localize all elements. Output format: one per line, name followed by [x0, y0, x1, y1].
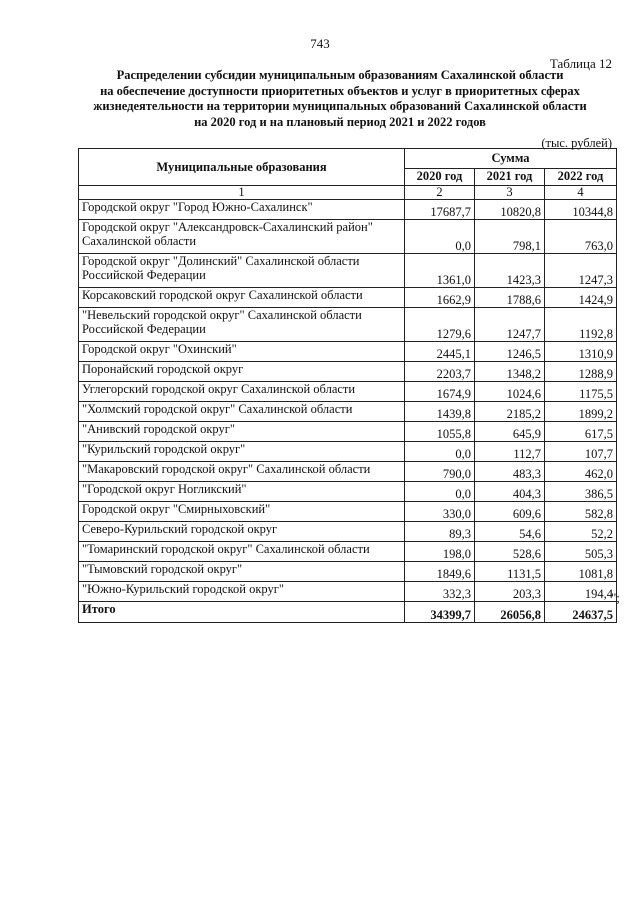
value-2020: 1361,0 — [405, 254, 475, 288]
value-2022: 1247,3 — [545, 254, 617, 288]
document-title — [80, 68, 600, 130]
value-2022: 52,2 — [545, 522, 617, 542]
value-2022: 1192,8 — [545, 308, 617, 342]
table-row — [79, 402, 617, 422]
value-2020: 1439,8 — [405, 402, 475, 422]
value-2020: 1279,6 — [405, 308, 475, 342]
municipality-name: "Холмский городской округ" Сахалинской области — [79, 402, 405, 422]
column-number: 1 — [79, 186, 405, 200]
table-row — [79, 308, 617, 342]
municipality-name: Корсаковский городской округ Сахалинской области — [79, 288, 405, 308]
value-2022: 10344,8 — [545, 200, 617, 220]
municipality-name: Городской округ "Долинский" Сахалинской области Российской Федерации — [79, 254, 405, 288]
table-row — [79, 442, 617, 462]
value-2021: 483,3 — [475, 462, 545, 482]
value-2022: 386,5 — [545, 482, 617, 502]
table-row — [79, 422, 617, 442]
total-2022: 24637,5 — [545, 602, 617, 623]
units-label: (тыс. рублей) — [541, 136, 612, 150]
value-2020: 0,0 — [405, 442, 475, 462]
value-2022: 1081,8 — [545, 562, 617, 582]
value-2020: 1849,6 — [405, 562, 475, 582]
column-number: 4 — [545, 186, 617, 200]
title-line: жизнедеятельности на территории муниципальных образований Сахалинской области — [93, 99, 587, 113]
value-2021: 1024,6 — [475, 382, 545, 402]
value-2021: 112,7 — [475, 442, 545, 462]
table-row — [79, 288, 617, 308]
header-municipal: Муниципальные образования — [79, 149, 405, 186]
total-row — [79, 602, 617, 623]
value-2022: 1899,2 — [545, 402, 617, 422]
municipality-name: Городской округ "Александровск-Сахалинский район" Сахалинской области — [79, 220, 405, 254]
value-2021: 1131,5 — [475, 562, 545, 582]
table-row — [79, 342, 617, 362]
value-2020: 0,0 — [405, 220, 475, 254]
value-2021: 10820,8 — [475, 200, 545, 220]
municipality-name: "Городской округ Ногликский" — [79, 482, 405, 502]
value-2021: 203,3 — [475, 582, 545, 602]
title-line: на 2020 год и на плановый период 2021 и 2022 годов — [194, 114, 486, 129]
value-2021: 645,9 — [475, 422, 545, 442]
total-2021: 26056,8 — [475, 602, 545, 623]
table-row — [79, 382, 617, 402]
subsidy-table — [78, 148, 617, 623]
value-2022: 107,7 — [545, 442, 617, 462]
value-2022: 1424,9 — [545, 288, 617, 308]
value-2022: 505,3 — [545, 542, 617, 562]
municipality-name: Городской округ "Смирныховский" — [79, 502, 405, 522]
header-year-2020: 2020 год — [405, 168, 475, 185]
table-row — [79, 482, 617, 502]
value-2022: 1175,5 — [545, 382, 617, 402]
value-2020: 1662,9 — [405, 288, 475, 308]
value-2022: 1310,9 — [545, 342, 617, 362]
value-2021: 1348,2 — [475, 362, 545, 382]
value-2020: 790,0 — [405, 462, 475, 482]
value-2020: 2203,7 — [405, 362, 475, 382]
table-row — [79, 502, 617, 522]
table-row — [79, 362, 617, 382]
municipality-name: Поронайский городской округ — [79, 362, 405, 382]
municipality-name: Северо-Курильский городской округ — [79, 522, 405, 542]
table-label: Таблица 12 — [549, 56, 612, 71]
value-2021: 1246,5 — [475, 342, 545, 362]
value-2020: 89,3 — [405, 522, 475, 542]
value-2021: 609,6 — [475, 502, 545, 522]
column-number: 3 — [475, 186, 545, 200]
municipality-name: "Томаринский городской округ" Сахалинской области — [79, 542, 405, 562]
value-2021: 1423,3 — [475, 254, 545, 288]
table-row — [79, 582, 617, 602]
table-row — [79, 254, 617, 288]
header-year-2022: 2022 год — [545, 168, 617, 185]
value-2022: 1288,9 — [545, 362, 617, 382]
table-row — [79, 562, 617, 582]
municipality-name: "Анивский городской округ" — [79, 422, 405, 442]
value-2021: 528,6 — [475, 542, 545, 562]
value-2022: 763,0 — [545, 220, 617, 254]
municipality-name: Городской округ "Охинский" — [79, 342, 405, 362]
municipality-name: "Тымовский городской округ" — [79, 562, 405, 582]
value-2020: 330,0 — [405, 502, 475, 522]
title-line: Распределении субсидии муниципальным образованиям Сахалинской области — [116, 68, 564, 82]
value-2022: 194,4 — [545, 582, 617, 602]
value-2022: 582,8 — [545, 502, 617, 522]
municipality-name: Городской округ "Город Южно-Сахалинск" — [79, 200, 405, 220]
value-2020: 1674,9 — [405, 382, 475, 402]
table-row — [79, 200, 617, 220]
municipality-name: Углегорский городской округ Сахалинской области — [79, 382, 405, 402]
municipality-name: "Макаровский городской округ" Сахалинской области — [79, 462, 405, 482]
value-2021: 404,3 — [475, 482, 545, 502]
table-row — [79, 522, 617, 542]
value-2020: 0,0 — [405, 482, 475, 502]
total-label: Итого — [79, 602, 405, 623]
value-2021: 2185,2 — [475, 402, 545, 422]
table-row — [79, 542, 617, 562]
value-2020: 332,3 — [405, 582, 475, 602]
header-sum: Сумма — [405, 149, 617, 169]
closing-quote-mark: "; — [611, 590, 620, 605]
value-2021: 54,6 — [475, 522, 545, 542]
value-2021: 1247,7 — [475, 308, 545, 342]
value-2020: 2445,1 — [405, 342, 475, 362]
table-row — [79, 220, 617, 254]
value-2020: 1055,8 — [405, 422, 475, 442]
value-2021: 1788,6 — [475, 288, 545, 308]
value-2021: 798,1 — [475, 220, 545, 254]
header-year-2021: 2021 год — [475, 168, 545, 185]
title-line: на обеспечение доступности приоритетных объектов и услуг в приоритетных сферах — [100, 83, 580, 98]
table-row — [79, 462, 617, 482]
page-number: 743 — [310, 36, 330, 51]
value-2020: 198,0 — [405, 542, 475, 562]
municipality-name: "Курильский городской округ" — [79, 442, 405, 462]
total-2020: 34399,7 — [405, 602, 475, 623]
municipality-name: "Невельский городской округ" Сахалинской области Российской Федерации — [79, 308, 405, 342]
column-number: 2 — [405, 186, 475, 200]
value-2022: 462,0 — [545, 462, 617, 482]
value-2022: 617,5 — [545, 422, 617, 442]
value-2020: 17687,7 — [405, 200, 475, 220]
municipality-name: "Южно-Курильский городской округ" — [79, 582, 405, 602]
